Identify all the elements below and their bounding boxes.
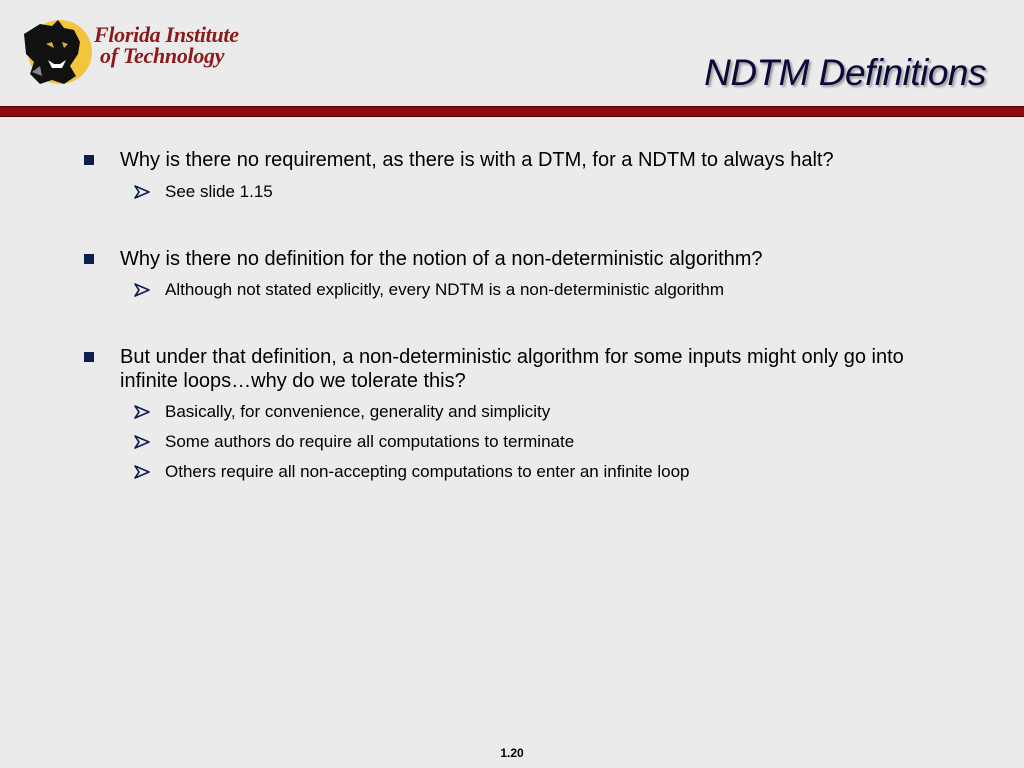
arrow-bullet-icon bbox=[133, 434, 151, 450]
sub-bullet-text: Others require all non-accepting computations to enter an infinite loop bbox=[165, 462, 690, 481]
bullet-text: Why is there no definition for the notion of a non-deterministic algorithm? bbox=[120, 248, 763, 270]
page-title: NDTM Definitions bbox=[704, 52, 986, 93]
sub-bullet-text: Basically, for convenience, generality and simplicity bbox=[165, 402, 551, 421]
logo-line-2: of Technology bbox=[100, 43, 225, 68]
logo-line-1: Florida Institute bbox=[94, 22, 239, 47]
bullet-text: But under that definition, a non-deterministic algorithm for some inputs might only go into infinite loops…why do we tolerate this? bbox=[120, 346, 904, 392]
square-bullet-icon bbox=[84, 155, 94, 165]
title-divider bbox=[0, 106, 1024, 117]
bullet-text: Why is there no requirement, as there is with a DTM, for a NDTM to always halt? bbox=[120, 149, 834, 171]
square-bullet-icon bbox=[84, 254, 94, 264]
square-bullet-icon bbox=[84, 352, 94, 362]
sub-bullet-item bbox=[165, 432, 965, 452]
sub-bullet-text: Some authors do require all computations to terminate bbox=[165, 432, 575, 451]
fit-logo bbox=[18, 14, 258, 90]
panther-logo-icon bbox=[18, 14, 98, 90]
sub-bullet-item bbox=[165, 182, 965, 202]
arrow-bullet-icon bbox=[133, 404, 151, 420]
sub-bullet-text: See slide 1.15 bbox=[165, 182, 273, 201]
arrow-bullet-icon bbox=[133, 282, 151, 298]
sub-bullet-item bbox=[165, 402, 965, 422]
sub-bullet-item bbox=[165, 280, 965, 300]
arrow-bullet-icon bbox=[133, 184, 151, 200]
arrow-bullet-icon bbox=[133, 464, 151, 480]
bullet-item bbox=[120, 345, 960, 393]
sub-bullet-text: Although not stated explicitly, every NDTM is a non-deterministic algorithm bbox=[165, 280, 725, 299]
bullet-item bbox=[120, 247, 960, 271]
page-number: 1.20 bbox=[500, 746, 524, 760]
sub-bullet-item bbox=[165, 462, 965, 482]
bullet-item bbox=[120, 148, 960, 172]
